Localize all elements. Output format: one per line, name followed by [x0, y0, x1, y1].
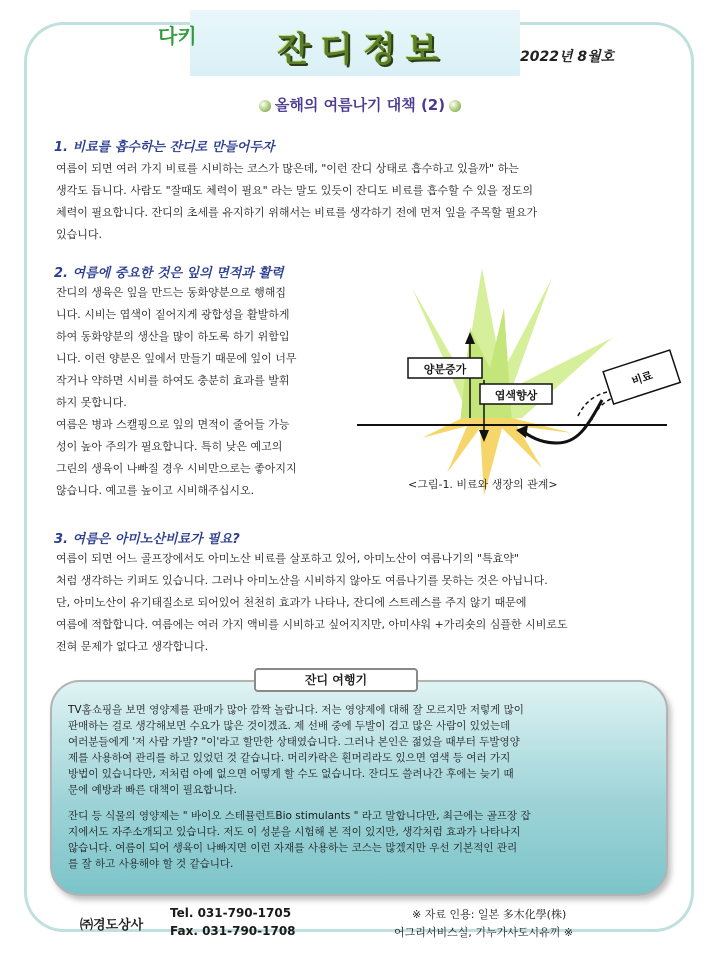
- section3-line: 여름에 적합합니다. 여름에는 여러 가지 액비를 시비하고 싶어지지만, 아미샤워 +가리숏의 심플한 시비로도: [56, 618, 568, 631]
- figure-caption: <그림-1. 비료와 생장의 관계>: [408, 478, 558, 491]
- fertilizer-label: 비료: [630, 369, 655, 388]
- bullet-icon: [259, 100, 271, 112]
- travel-line: 를 잘 하고 사용해야 할 것 같습니다.: [68, 858, 234, 870]
- section2-line: 작거나 약하면 시비를 하여도 충분히 효과를 발휘: [56, 374, 290, 387]
- company-name: ㈜경도상사: [80, 918, 144, 933]
- source-line-2: 어그리서비스실, 기누가사도시유끼 ※: [394, 926, 574, 939]
- bullet-icon: [449, 100, 461, 112]
- section3-line: 처럼 생각하는 키퍼도 있습니다. 그러나 아미노산을 시비하지 않아도 여름나기를 못하는 것은 아닙니다.: [56, 574, 548, 587]
- section1-body: [56, 158, 537, 246]
- source-line-1: ※ 자료 인용: 일본 多木化學(株): [412, 908, 567, 921]
- section1-line: 여름이 되면 여러 가지 비료를 시비하는 코스가 많은데, "이런 잔디 상태로 흡수하고 있을까" 하는: [56, 162, 519, 175]
- section1-line: 체력이 필요합니다. 잔디의 초세를 유지하기 위해서는 비료를 생각하기 전에 먼저 잎을 주목할 필요가: [56, 206, 538, 219]
- travel-line: 문에 예방과 빠른 대책이 필요합니다.: [68, 784, 237, 796]
- section2-title: 2. 여름에 중요한 것은 잎의 면적과 활력: [54, 266, 284, 281]
- section2-line: 그린의 생육이 나빠질 경우 시비만으로는 좋아지지: [56, 462, 297, 475]
- section2-line: 하여 동화양분의 생산을 많이 하도록 하기 위함입: [56, 330, 290, 343]
- section3-title: 3. 여름은 아미노산비료가 필요?: [54, 532, 240, 547]
- section2-line: 여름은 병과 스캘핑으로 잎의 면적이 줄어들 가능: [56, 418, 290, 431]
- section2-line: 하지 못합니다.: [56, 396, 127, 409]
- travel-line: 방법이 있습니다만, 저처럼 아예 없으면 어떻게 할 수도 없습니다. 잔디도 쓸려나간 후에는 늦기 때: [68, 768, 514, 780]
- subtitle: [0, 94, 720, 115]
- travel-line: 지에서도 자주소개되고 있습니다. 저도 이 성분을 시험해 본 적이 있지만, 생각처럼 효과가 나타나지: [68, 826, 521, 838]
- travel-line: 잔디 등 식물의 영양제는 " 바이오 스테뮬런트Bio stimulants " 라고 말합니다만, 최근에는 골프장 잡: [68, 810, 531, 822]
- travel-line: TV홈쇼핑을 보면 영양제를 판매가 많아 깜짝 놀랍니다. 저는 영양제에 대해 잘 모르지만 저렇게 많이: [68, 704, 524, 716]
- section2-line: 잔디의 생육은 잎을 만드는 동화양분으로 행해집: [56, 286, 287, 299]
- travel-line: 제를 사용하여 관리를 하고 있었던 것 같습니다. 머리카락은 흰머리라도 있으면 염색 등 여러 가지: [68, 752, 511, 764]
- section3-line: 단, 아미노산이 유기태질소로 되어있어 천천히 효과가 나타나, 잔디에 스트레스를 주지 않기 때문에: [56, 596, 527, 609]
- section2-line: 니다. 이런 양분은 잎에서 만들기 때문에 잎이 너무: [56, 352, 297, 365]
- page-title: 잔디정보: [277, 30, 449, 70]
- nutrient-label: 양분증가: [423, 363, 467, 376]
- section2-body: [56, 282, 356, 502]
- issue-date: 2022년 8월호: [520, 49, 615, 65]
- fertilizer-growth-figure: [352, 268, 682, 508]
- travel-title: 잔디 여행기: [254, 668, 418, 692]
- section1-title: 1. 비료를 흡수하는 잔디로 만들어두자: [54, 140, 275, 155]
- travel-line: 판매하는 걸로 생각해보면 수요가 많은 것이겠죠. 제 선배 중에 두발이 검고 많은 사람이 있었는데: [68, 720, 511, 732]
- fax-number: Fax. 031-790-1708: [170, 924, 296, 938]
- section2-line: 않습니다. 예고를 높이고 시비해주십시오.: [56, 484, 255, 497]
- section1-line: 있습니다.: [56, 228, 103, 241]
- fertilizer-bag: [603, 350, 680, 404]
- section2-line: 니다. 시비는 엽색이 짙어지게 광합성을 활발하게: [56, 308, 290, 321]
- color-label: 엽색향상: [494, 389, 538, 402]
- brand-name: 다키: [158, 24, 197, 48]
- section3-line: 전혀 문제가 없다고 생각합니다.: [56, 640, 209, 653]
- travel-line: 않습니다. 여름이 되어 생육이 나빠지면 이런 자재를 사용하는 코스는 많겠지만 우선 기본적인 관리: [68, 842, 518, 854]
- section2-line: 성이 높아 주의가 필요합니다. 특히 낮은 예고의: [56, 440, 283, 453]
- travel-paragraph-1: [68, 702, 660, 798]
- travel-paragraph-2: [68, 808, 660, 872]
- phone-number: Tel. 031-790-1705: [170, 906, 292, 920]
- section3-body: [56, 548, 568, 658]
- curved-arrow: [524, 400, 602, 443]
- section3-line: 여름이 되면 어느 골프장에서도 아미노산 비료를 살포하고 있어, 아미노산이 여름나기의 "특효약": [56, 552, 519, 565]
- subtitle-text: 올해의 여름나기 대책 (2): [274, 96, 446, 114]
- section1-line: 생각도 듭니다. 사람도 "잘때도 체력이 필요" 라는 말도 있듯이 잔디도 비료를 흡수할 수 있을 정도의: [56, 184, 533, 197]
- travel-line: 여러분들에게 '저 사람 가발? "이'라고 할만한 상태였습니다. 그러나 본인은 젊었을 때부터 두발영양: [68, 736, 520, 748]
